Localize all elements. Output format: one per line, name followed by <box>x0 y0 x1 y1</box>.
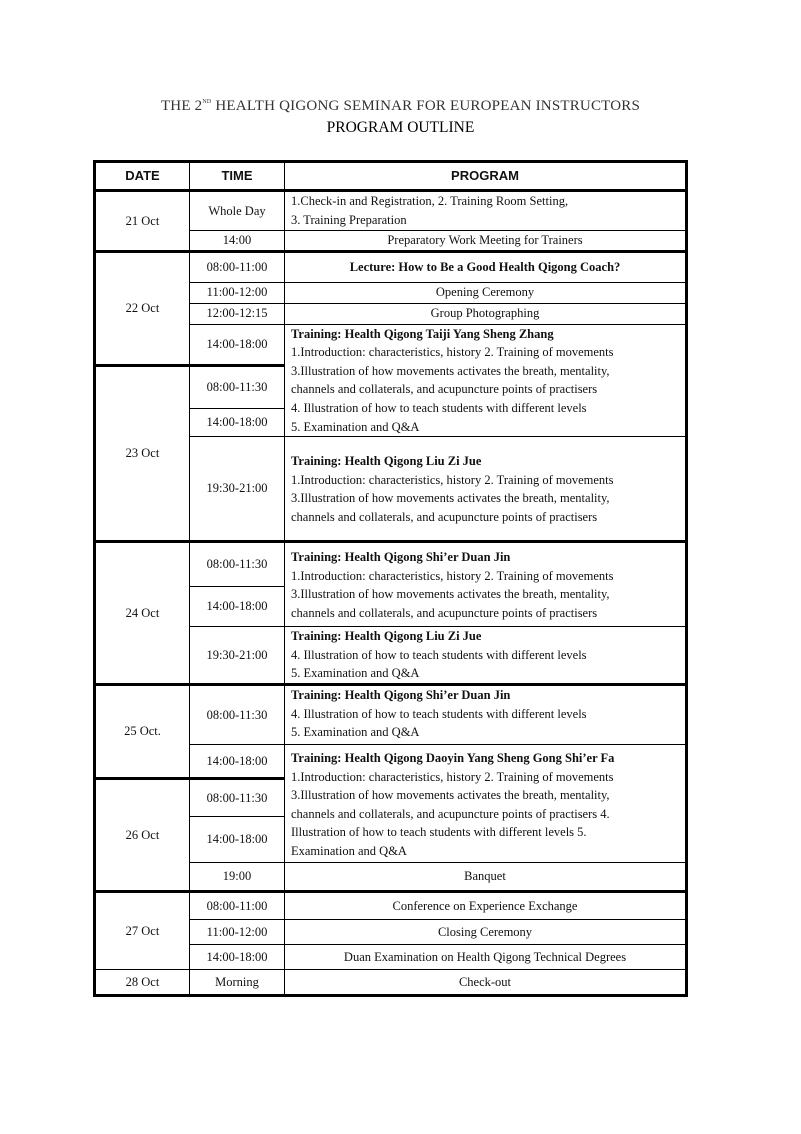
date-cell: 26 Oct <box>95 778 190 891</box>
program-cell: 1.Check-in and Registration, 2. Training Room Setting, 3. Training Preparation <box>285 191 687 231</box>
program-cell: Conference on Experience Exchange <box>285 891 687 919</box>
date-cell: 24 Oct <box>95 542 190 685</box>
table-row <box>95 191 687 231</box>
time-cell: 11:00-12:00 <box>190 282 285 303</box>
time-cell: 11:00-12:00 <box>190 919 285 944</box>
date-cell: 23 Oct <box>95 365 190 542</box>
document-subtitle: PROGRAM OUTLINE <box>326 119 475 136</box>
time-cell: Whole Day <box>190 191 285 231</box>
time-cell: 19:30-21:00 <box>190 437 285 542</box>
program-cell: Training: Health Qigong Shi’er Duan Jin 1.Introduction: characteristics, history 2. Training of movements 3.Illustration of how movements activates the breath, mentality, channels and collaterals, and acupuncture points of practisers <box>285 542 687 627</box>
program-cell: Training: Health Qigong Taiji Yang Sheng Zhang 1.Introduction: characteristics, history 2. Training of movements 3.Illustration of how movements activates the breath, mentality, channels and collaterals, and acupuncture points of practisers 4. Illustration of how to teach students with different levels 5. Examination and Q&A <box>285 324 687 437</box>
table-row <box>95 542 687 587</box>
table-header-row <box>95 162 687 191</box>
program-cell: Training: Health Qigong Shi’er Duan Jin 4. Illustration of how to teach students with different levels 5. Examination and Q&A <box>285 684 687 744</box>
column-header-time: TIME <box>190 162 285 191</box>
time-cell: 08:00-11:00 <box>190 891 285 919</box>
table-row <box>95 891 687 919</box>
program-cell: Lecture: How to Be a Good Health Qigong Coach? <box>285 251 687 282</box>
program-cell: Training: Health Qigong Daoyin Yang Sheng Gong Shi’er Fa 1.Introduction: characteristics, history 2. Training of movements 3.Illustration of how movements activates the breath, mentality, channels and collaterals, and acupuncture points of practisers 4. Illustration of how to teach students with different levels 5. Examination and Q&A <box>285 744 687 862</box>
document-title: THE 2ND HEALTH QIGONG SEMINAR FOR EUROPEAN INSTRUCTORS <box>160 98 641 114</box>
program-cell: Check-out <box>285 969 687 995</box>
program-cell: Opening Ceremony <box>285 282 687 303</box>
time-cell: 08:00-11:30 <box>190 778 285 816</box>
table-row <box>95 251 687 282</box>
time-cell: 14:00 <box>190 231 285 252</box>
time-cell: 14:00-18:00 <box>190 944 285 969</box>
program-cell: Duan Examination on Health Qigong Technical Degrees <box>285 944 687 969</box>
time-cell: 14:00-18:00 <box>190 744 285 778</box>
date-cell: 22 Oct <box>95 251 190 365</box>
program-cell: Preparatory Work Meeting for Trainers <box>285 231 687 252</box>
column-header-program: PROGRAM <box>285 162 687 191</box>
program-table <box>93 160 688 997</box>
time-cell: 12:00-12:15 <box>190 303 285 324</box>
date-cell: 28 Oct <box>95 969 190 995</box>
date-cell: 25 Oct. <box>95 684 190 778</box>
program-cell: Group Photographing <box>285 303 687 324</box>
time-cell: 08:00-11:00 <box>190 251 285 282</box>
time-cell: 14:00-18:00 <box>190 816 285 862</box>
program-cell: Closing Ceremony <box>285 919 687 944</box>
time-cell: 08:00-11:30 <box>190 542 285 587</box>
time-cell: 19:00 <box>190 862 285 891</box>
time-cell: 14:00-18:00 <box>190 324 285 365</box>
program-cell: Training: Health Qigong Liu Zi Jue 4. Illustration of how to teach students with different levels 5. Examination and Q&A <box>285 627 687 685</box>
date-cell: 21 Oct <box>95 191 190 252</box>
column-header-date: DATE <box>95 162 190 191</box>
date-cell: 27 Oct <box>95 891 190 969</box>
table-row <box>95 969 687 995</box>
time-cell: Morning <box>190 969 285 995</box>
time-cell: 14:00-18:00 <box>190 409 285 437</box>
program-cell: Training: Health Qigong Liu Zi Jue 1.Introduction: characteristics, history 2. Training of movements 3.Illustration of how movements activates the breath, mentality, channels and collaterals, and acupuncture points of practisers <box>285 437 687 542</box>
time-cell: 08:00-11:30 <box>190 365 285 409</box>
time-cell: 08:00-11:30 <box>190 684 285 744</box>
table-row <box>95 684 687 744</box>
program-cell: Banquet <box>285 862 687 891</box>
time-cell: 19:30-21:00 <box>190 627 285 685</box>
time-cell: 14:00-18:00 <box>190 587 285 627</box>
